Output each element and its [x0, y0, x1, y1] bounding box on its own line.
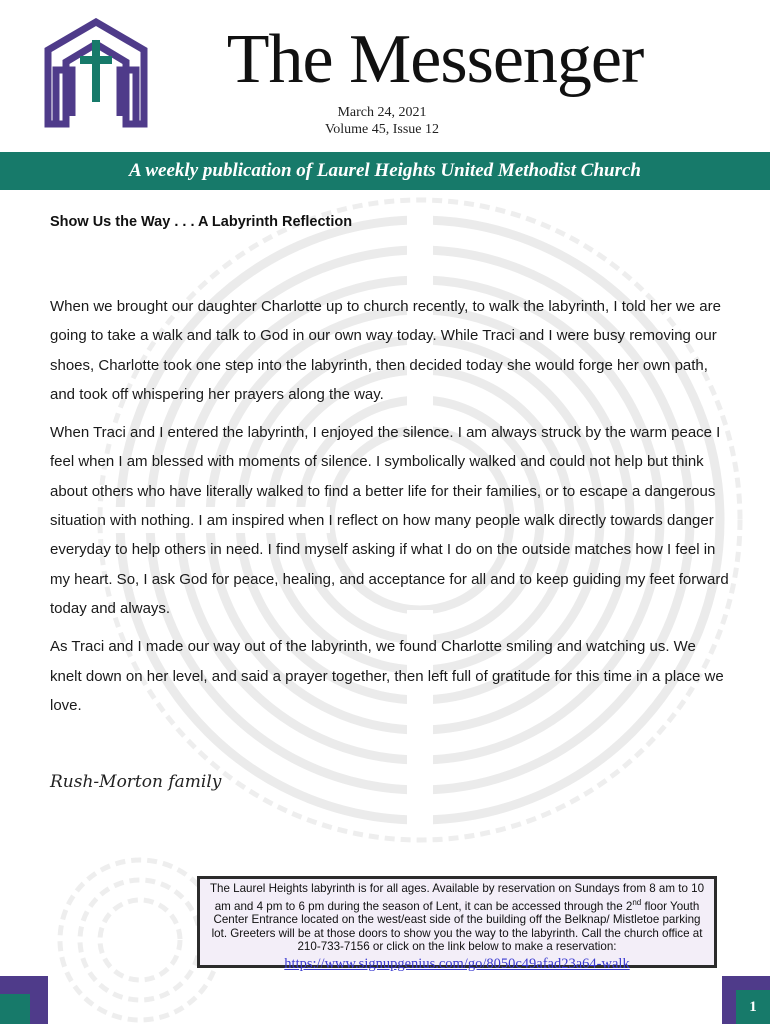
- info-text: The Laurel Heights labyrinth is for all ages. Available by reservation on Sundays from 8 am to 10 am and 4 pm to 6 pm during the season of Lent, it can be accessed through the 2nd floor Youth Center Entrance located on the west/east side of the building off the Belknap/ Mistletoe parking lot. Greeters will be at those doors to show you the way to the labyrinth. Call the church office at 210-733-7156 or click on the link below to make a reservation:: [209, 882, 705, 954]
- issue-volume: Volume 45, Issue 12: [324, 122, 440, 137]
- publication-banner: [0, 152, 770, 190]
- corner-accent: [0, 994, 30, 1024]
- article-paragraph: As Traci and I made our way out of the labyrinth, we found Charlotte smiling and watching us. We knelt down on her level, and said a prayer together, then left full of gratitude for this time in a place we love.: [50, 638, 724, 714]
- corner-decoration-left: [0, 976, 48, 1024]
- article-paragraph: When Traci and I entered the labyrinth, I enjoyed the silence. I am always struck by the warm peace I feel when I am blessed with moments of silence. I symbolically walked and could not help but think about others who have literally walked to find a better life for their families, or to escape a dangerous situation with nothing. I am inspired when I reflect on how many people walk directly towards danger everyday to help others in need. I find myself asking if what I do on the outside matches how I feel in my heart. So, I ask God for peace, healing, and acceptance for all and to keep guiding my feet forward today and always.: [50, 424, 729, 617]
- labyrinth-info-box: [197, 876, 717, 972]
- church-window-cross-icon: [42, 18, 150, 128]
- article-paragraph: When we brought our daughter Charlotte up to church recently, to walk the labyrinth, I told her we are going to take a walk and talk to God in our own way today. While Traci and I were busy removing our shoes, Charlotte took one step into the labyrinth, then decided today she would forge her own path, and took off whispering her prayers along the way.: [50, 298, 721, 403]
- article-body: [50, 292, 730, 729]
- banner-text: A weekly publication of Laurel Heights United Methodist Church: [129, 160, 641, 181]
- newsletter-title: The Messenger: [226, 21, 644, 98]
- issue-date: March 24, 2021: [337, 105, 427, 120]
- article-signature: Rush-Morton family: [50, 772, 222, 792]
- article-title: Show Us the Way . . . A Labyrinth Reflection: [50, 214, 353, 230]
- reservation-link[interactable]: https://www.signupgenius.com/go/8050c49afad23a64-walk: [284, 955, 630, 972]
- page-number: 1: [736, 990, 770, 1024]
